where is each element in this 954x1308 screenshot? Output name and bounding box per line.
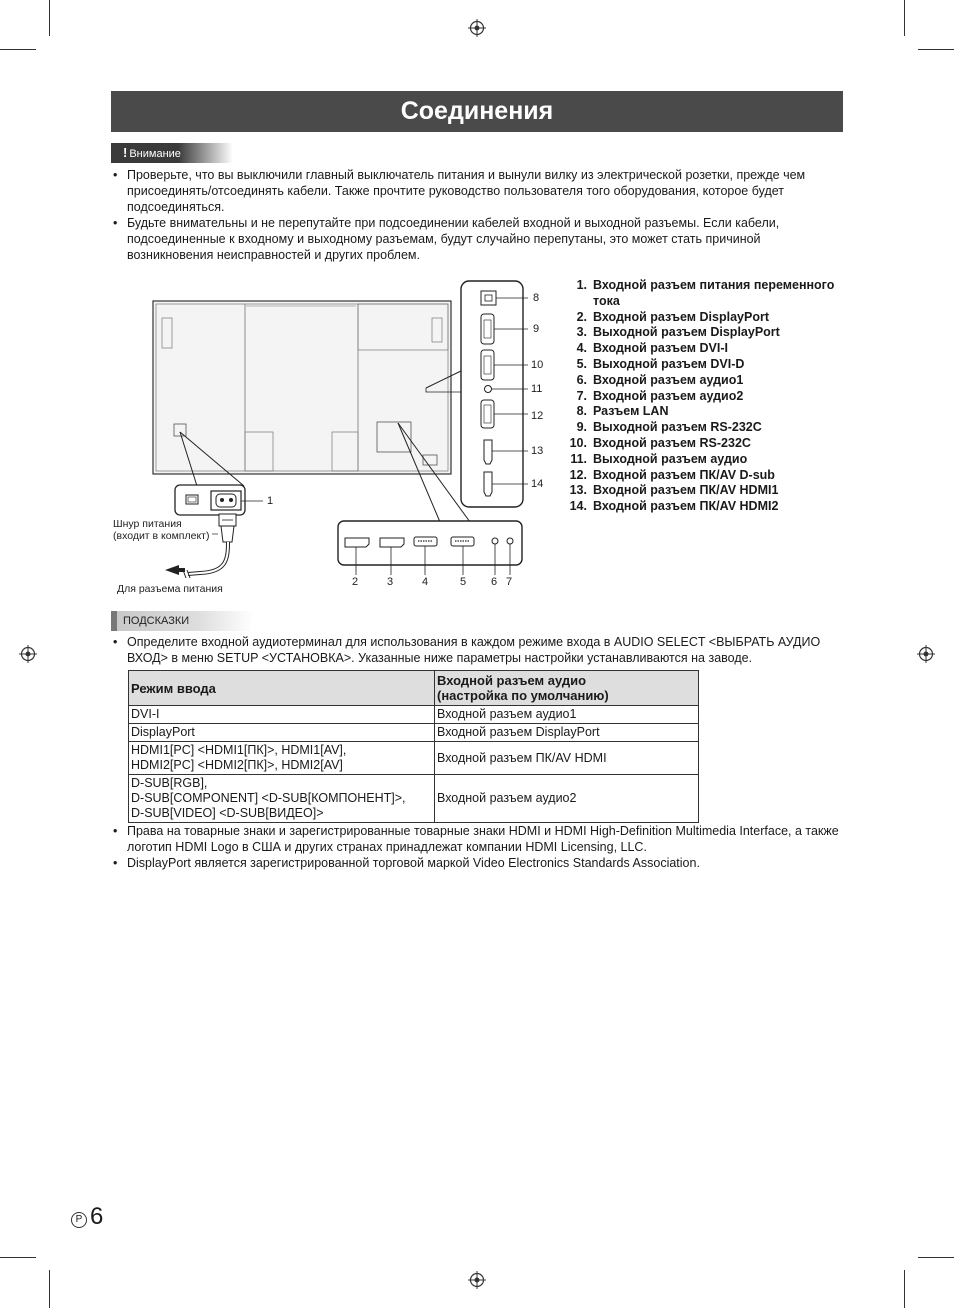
- hints-tag: ПОДСКАЗКИ: [111, 611, 253, 631]
- registration-mark-icon: [468, 1271, 486, 1289]
- outlet-label: Для разъема питания: [117, 583, 223, 595]
- callout-7: 7: [506, 576, 513, 588]
- hdmi2-port-icon: [484, 472, 492, 496]
- connector-item: 14. Входной разъем ПК/AV HDMI2: [569, 499, 779, 514]
- outlet-arrow-icon: [165, 565, 185, 575]
- callout-14: 14: [531, 478, 544, 490]
- connector-item: 10. Входной разъем RS-232C: [569, 435, 751, 450]
- hints-intro: • Определите входной аудиотерминал для использования в каждом режиме входа в AUDIO SELECT <ВЫБРАТЬ АУДИО ВХОД> в меню SETUP <УСТАНОВКА>. Указанные ниже параметры настройки устанавливаются на заводе.: [111, 634, 846, 666]
- callout-12: 12: [531, 410, 544, 422]
- connector-item: 7. Входной разъем аудио2: [576, 388, 744, 403]
- connector-item: 13. Входной разъем ПК/AV HDMI1: [569, 483, 779, 498]
- connector-item: 4. Входной разъем DVI-I: [576, 341, 728, 356]
- callout-2: 2: [352, 576, 359, 588]
- callout-1: 1: [267, 495, 274, 507]
- audio-settings-table: [128, 670, 699, 823]
- mode-cell: DVI-I: [129, 706, 435, 724]
- callout-8: 8: [533, 292, 540, 304]
- table-header-row: [129, 671, 699, 706]
- callout-10: 10: [531, 359, 544, 371]
- rs232c-out-port-icon: [481, 314, 494, 344]
- mode-cell: HDMI1[PC] <HDMI1[ПК]>, HDMI1[AV], HDMI2[PC] <HDMI2[ПК]>, HDMI2[AV]: [129, 742, 435, 775]
- audio2-jack-icon: [507, 538, 513, 544]
- audio-out-jack-icon: [485, 386, 492, 393]
- connector-item: 5. Выходной разъем DVI-D: [576, 356, 745, 371]
- connector-item: 3. Выходной разъем DisplayPort: [576, 325, 780, 340]
- lan-port-icon: [481, 291, 496, 305]
- page-title: Соединения: [111, 91, 843, 132]
- audio-cell: Входной разъем ПК/AV HDMI: [435, 742, 699, 775]
- crop-mark: [904, 1270, 905, 1308]
- monitor-rear-panel: [153, 301, 451, 474]
- audio1-jack-icon: [492, 538, 498, 544]
- callout-13: 13: [531, 445, 544, 457]
- audio-cell: Входной разъем DisplayPort: [435, 724, 699, 742]
- header-mode: Режим ввода: [129, 671, 435, 706]
- trademark-note: • DisplayPort является зарегистрированной торговой маркой Video Electronics Standards Association.: [111, 855, 846, 871]
- connector-item: 9. Выходной разъем RS-232C: [576, 420, 762, 435]
- callout-4: 4: [422, 576, 429, 588]
- registration-mark-icon: [917, 645, 935, 663]
- callout-3: 3: [387, 576, 394, 588]
- connector-item: 1. Входной разъем питания переменного тока: [576, 278, 835, 308]
- audio-cell: Входной разъем аудио2: [435, 775, 699, 823]
- callout-11: 11: [531, 383, 543, 395]
- displayport-out-icon: [380, 538, 404, 547]
- connector-item: 6. Входной разъем аудио1: [576, 372, 744, 387]
- hints-intro-list: [111, 634, 846, 666]
- power-cord-label: Шнур питания (входит в комплект): [113, 518, 210, 542]
- displayport-in-icon: [345, 538, 369, 547]
- crop-mark: [918, 1257, 954, 1258]
- power-cord: [188, 542, 228, 574]
- callout-5: 5: [460, 576, 467, 588]
- crop-mark: [0, 1257, 36, 1258]
- callout-6: 6: [491, 576, 498, 588]
- language-mark: P: [71, 1212, 87, 1228]
- table-row: [129, 724, 699, 742]
- mode-cell: DisplayPort: [129, 724, 435, 742]
- caution-item: • Проверьте, что вы выключили главный выключатель питания и вынули вилку из электрической розетки, прежде чем присоединять/отсоединять кабели. Также прочтите руководство пользователя того оборудования, которое будет подсоединяться.: [111, 167, 836, 215]
- connector-list: [563, 278, 853, 515]
- warning-icon: !: [123, 145, 128, 160]
- table-row: [129, 742, 699, 775]
- trademark-note: • Права на товарные знаки и зарегистрированные товарные знаки HDMI и HDMI High-Definition Multimedia Interface, а также логотип HDMI Logo в США и других странах принадлежат компании HDMI Licensing, LLC.: [111, 823, 846, 855]
- header-audio: Входной разъем аудио (настройка по умолчанию): [435, 671, 699, 706]
- page-number: 6: [90, 1203, 104, 1230]
- dsub-port-icon: [481, 400, 494, 428]
- table-row: [129, 706, 699, 724]
- connector-item: 11. Выходной разъем аудио: [570, 451, 748, 466]
- connector-item: 12. Входной разъем ПК/AV D-sub: [569, 467, 775, 482]
- trademark-notes: [111, 823, 846, 871]
- crop-mark: [49, 1270, 50, 1308]
- caution-item: • Будьте внимательны и не перепутайте при подсоединении кабелей входной и выходной разъемы. Если кабели, подсоединенные к входному и выходному разъемам, будут случайно перепутаны, это может стать причиной возникновения неисправностей и других проблем.: [111, 215, 836, 263]
- rs232c-in-port-icon: [481, 350, 494, 380]
- hdmi1-port-icon: [484, 440, 492, 464]
- connector-item: 2. Входной разъем DisplayPort: [576, 309, 769, 324]
- audio-cell: Входной разъем аудио1: [435, 706, 699, 724]
- connector-item: 8. Разъем LAN: [576, 404, 669, 419]
- callout-9: 9: [533, 323, 540, 335]
- registration-mark-icon: [19, 645, 37, 663]
- table-row: [129, 775, 699, 823]
- mode-cell: D-SUB[RGB], D-SUB[COMPONENT] <D-SUB[КОМПОНЕНТ]>, D-SUB[VIDEO] <D-SUB[ВИДЕО]>: [129, 775, 435, 823]
- caution-label: Внимание: [129, 148, 181, 160]
